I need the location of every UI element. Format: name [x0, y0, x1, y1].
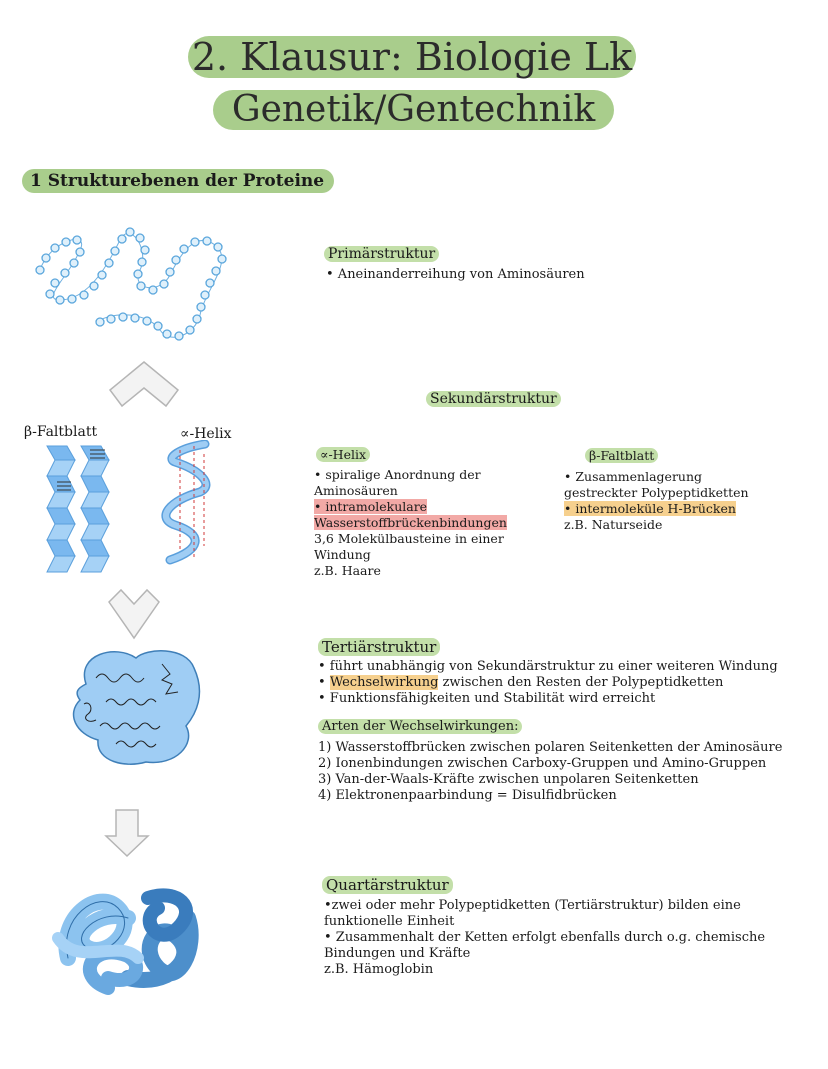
page-title-line2: Genetik/Gentechnik	[213, 90, 614, 130]
section-heading: 1 Strukturebenen der Proteine	[22, 169, 334, 193]
beta-sheet-label: β-Faltblatt	[24, 424, 98, 440]
tertiary-bullets: • führt unabhängig von Sekundärstruktur zu einer weiteren Windung • Wechselwirkung zwischen den Resten der Polypeptidketten • Funktionsfähigkeiten und Stabilität wird erreicht	[318, 659, 778, 706]
alpha-heading: ∝-Helix	[316, 447, 370, 463]
down-arrow-icon	[107, 588, 161, 640]
beta-heading: β-Faltblatt	[585, 448, 658, 464]
secondary-heading: Sekundärstruktur	[426, 390, 561, 408]
beta-sheet-illustration	[45, 442, 135, 574]
interactions-list: 1) Wasserstoffbrücken zwischen polaren Seitenketten der Aminosäure 2) Ionenbindungen zwischen Carboxy-Gruppen und Amino-Gruppen 3) Van-der-Waals-Kräfte zwischen unpolaren Seitenketten 4) Elektronenpaarbindung = Disulfidbrücken	[318, 740, 783, 803]
down-arrow-icon	[104, 808, 150, 858]
quaternary-heading: Quartärstruktur	[322, 876, 453, 894]
primary-structure-illustration	[30, 220, 240, 350]
primary-bullet: • Aneinanderreihung von Aminosäuren	[326, 267, 585, 282]
tertiary-heading: Tertiärstruktur	[318, 638, 440, 656]
quaternary-structure-illustration	[48, 878, 210, 996]
beta-text: • Zusammenlagerung gestreckter Polypeptidketten • intermoleküle H-Brücken z.B. Naturseide	[564, 469, 749, 532]
interactions-heading: Arten der Wechselwirkungen:	[318, 719, 522, 735]
split-arrow-icon	[108, 360, 180, 408]
page-title-line1: 2. Klausur: Biologie Lk	[188, 36, 636, 78]
alpha-helix-label: ∝-Helix	[180, 426, 232, 442]
alpha-helix-illustration	[160, 440, 220, 572]
tertiary-structure-illustration	[66, 644, 208, 768]
alpha-text: • spiralige Anordnung der Aminosäuren • intramolekulare Wasserstoffbrückenbindungen 3,6 Molekülbausteine in einer Windung z.B. Haare	[314, 467, 507, 578]
primary-heading: Primärstruktur	[324, 245, 439, 263]
quaternary-text: •zwei oder mehr Polypeptidketten (Tertiärstruktur) bilden eine funktionelle Einheit • Zusammenhalt der Ketten erfolgt ebenfalls durch o.g. chemische Bindungen und Kräfte z.B. Hämoglobin	[324, 898, 766, 977]
